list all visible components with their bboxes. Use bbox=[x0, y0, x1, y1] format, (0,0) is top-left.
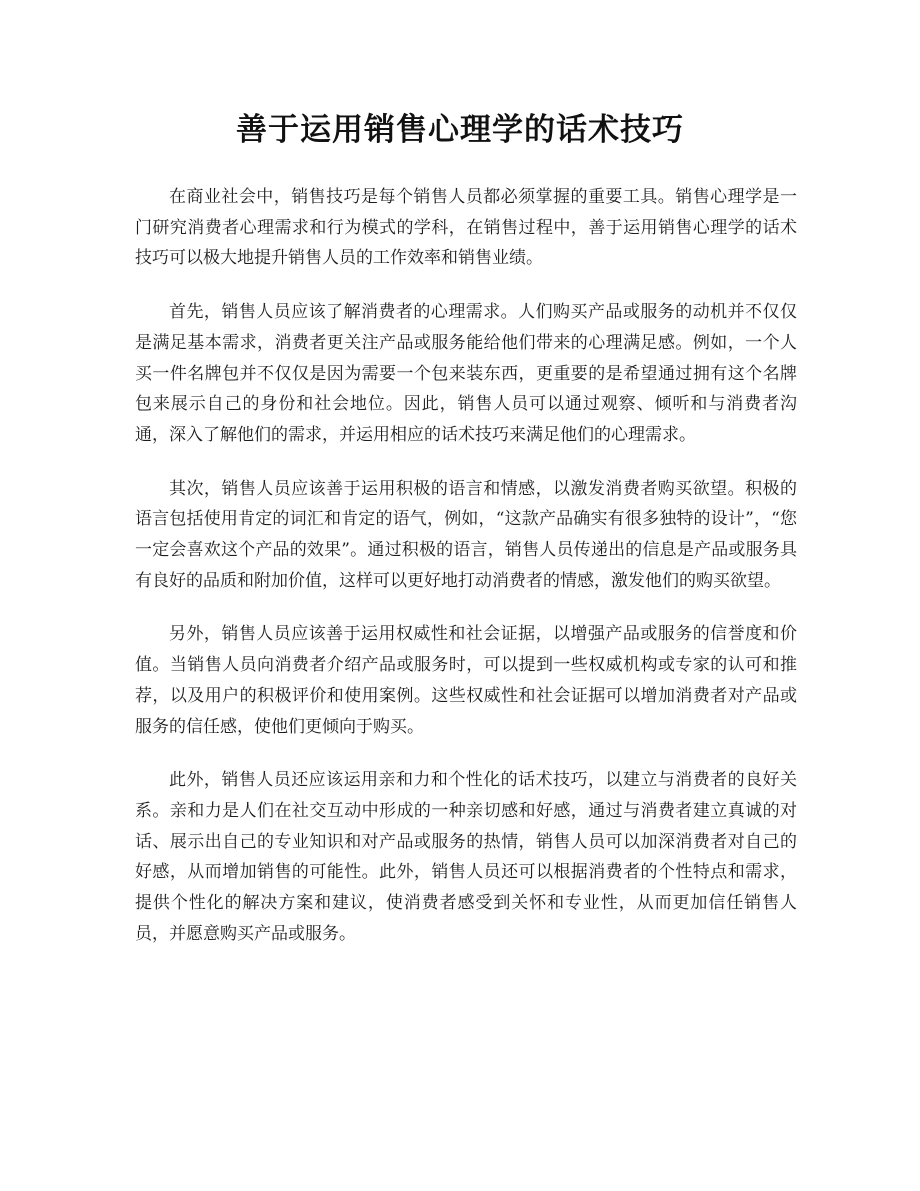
paragraph-third: 另外，销售人员应该善于运用权威性和社会证据，以增强产品或服务的信誉度和价值。当销售人员向消费者介绍产品或服务时，可以提到一些权威机构或专家的认可和推荐，以及用户的积极评价和使用案例。这些权威性和社会证据可以增加消费者对产品或服务的信任感，使他们更倾向于购买。 bbox=[135, 624, 797, 737]
paragraph-intro: 在商业社会中，销售技巧是每个销售人员都必须掌握的重要工具。销售心理学是一门研究消费者心理需求和行为模式的学科，在销售过程中，善于运用销售心理学的话术技巧可以极大地提升销售人员的工作效率和销售业绩。 bbox=[135, 187, 797, 269]
document-body bbox=[135, 182, 797, 972]
paragraph-second: 其次，销售人员应该善于运用积极的语言和情感，以激发消费者购买欲望。积极的语言包括使用肯定的词汇和肯定的语气，例如，“这款产品确实有很多独特的设计”，“您一定会喜欢这个产品的效果”。通过积极的语言，销售人员传递出的信息是产品或服务具有良好的品质和附加价值，这样可以更好地打动消费者的情感，激发他们的购买欲望。 bbox=[135, 478, 797, 591]
paragraph-fourth: 此外，销售人员还应该运用亲和力和个性化的话术技巧，以建立与消费者的良好关系。亲和力是人们在社交互动中形成的一种亲切感和好感，通过与消费者建立真诚的对话、展示出自己的专业知识和对产品或服务的热情，销售人员可以加深消费者对自己的好感，从而增加销售的可能性。此外，销售人员还可以根据消费者的个性特点和需求，提供个性化的解决方案和建议，使消费者感受到关怀和专业性，从而更加信任销售人员，并愿意购买产品或服务。 bbox=[135, 770, 797, 944]
document-title: 善于运用销售心理学的话术技巧 bbox=[236, 112, 684, 148]
paragraph-first: 首先，销售人员应该了解消费者的心理需求。人们购买产品或服务的动机并不仅仅是满足基本需求，消费者更关注产品或服务能给他们带来的心理满足感。例如，一个人买一件名牌包并不仅仅是因为需要一个包来装东西，更重要的是希望通过拥有这个名牌包来展示自己的身份和社会地位。因此，销售人员可以通过观察、倾听和与消费者沟通，深入了解他们的需求，并运用相应的话术技巧来满足他们的心理需求。 bbox=[135, 302, 797, 445]
